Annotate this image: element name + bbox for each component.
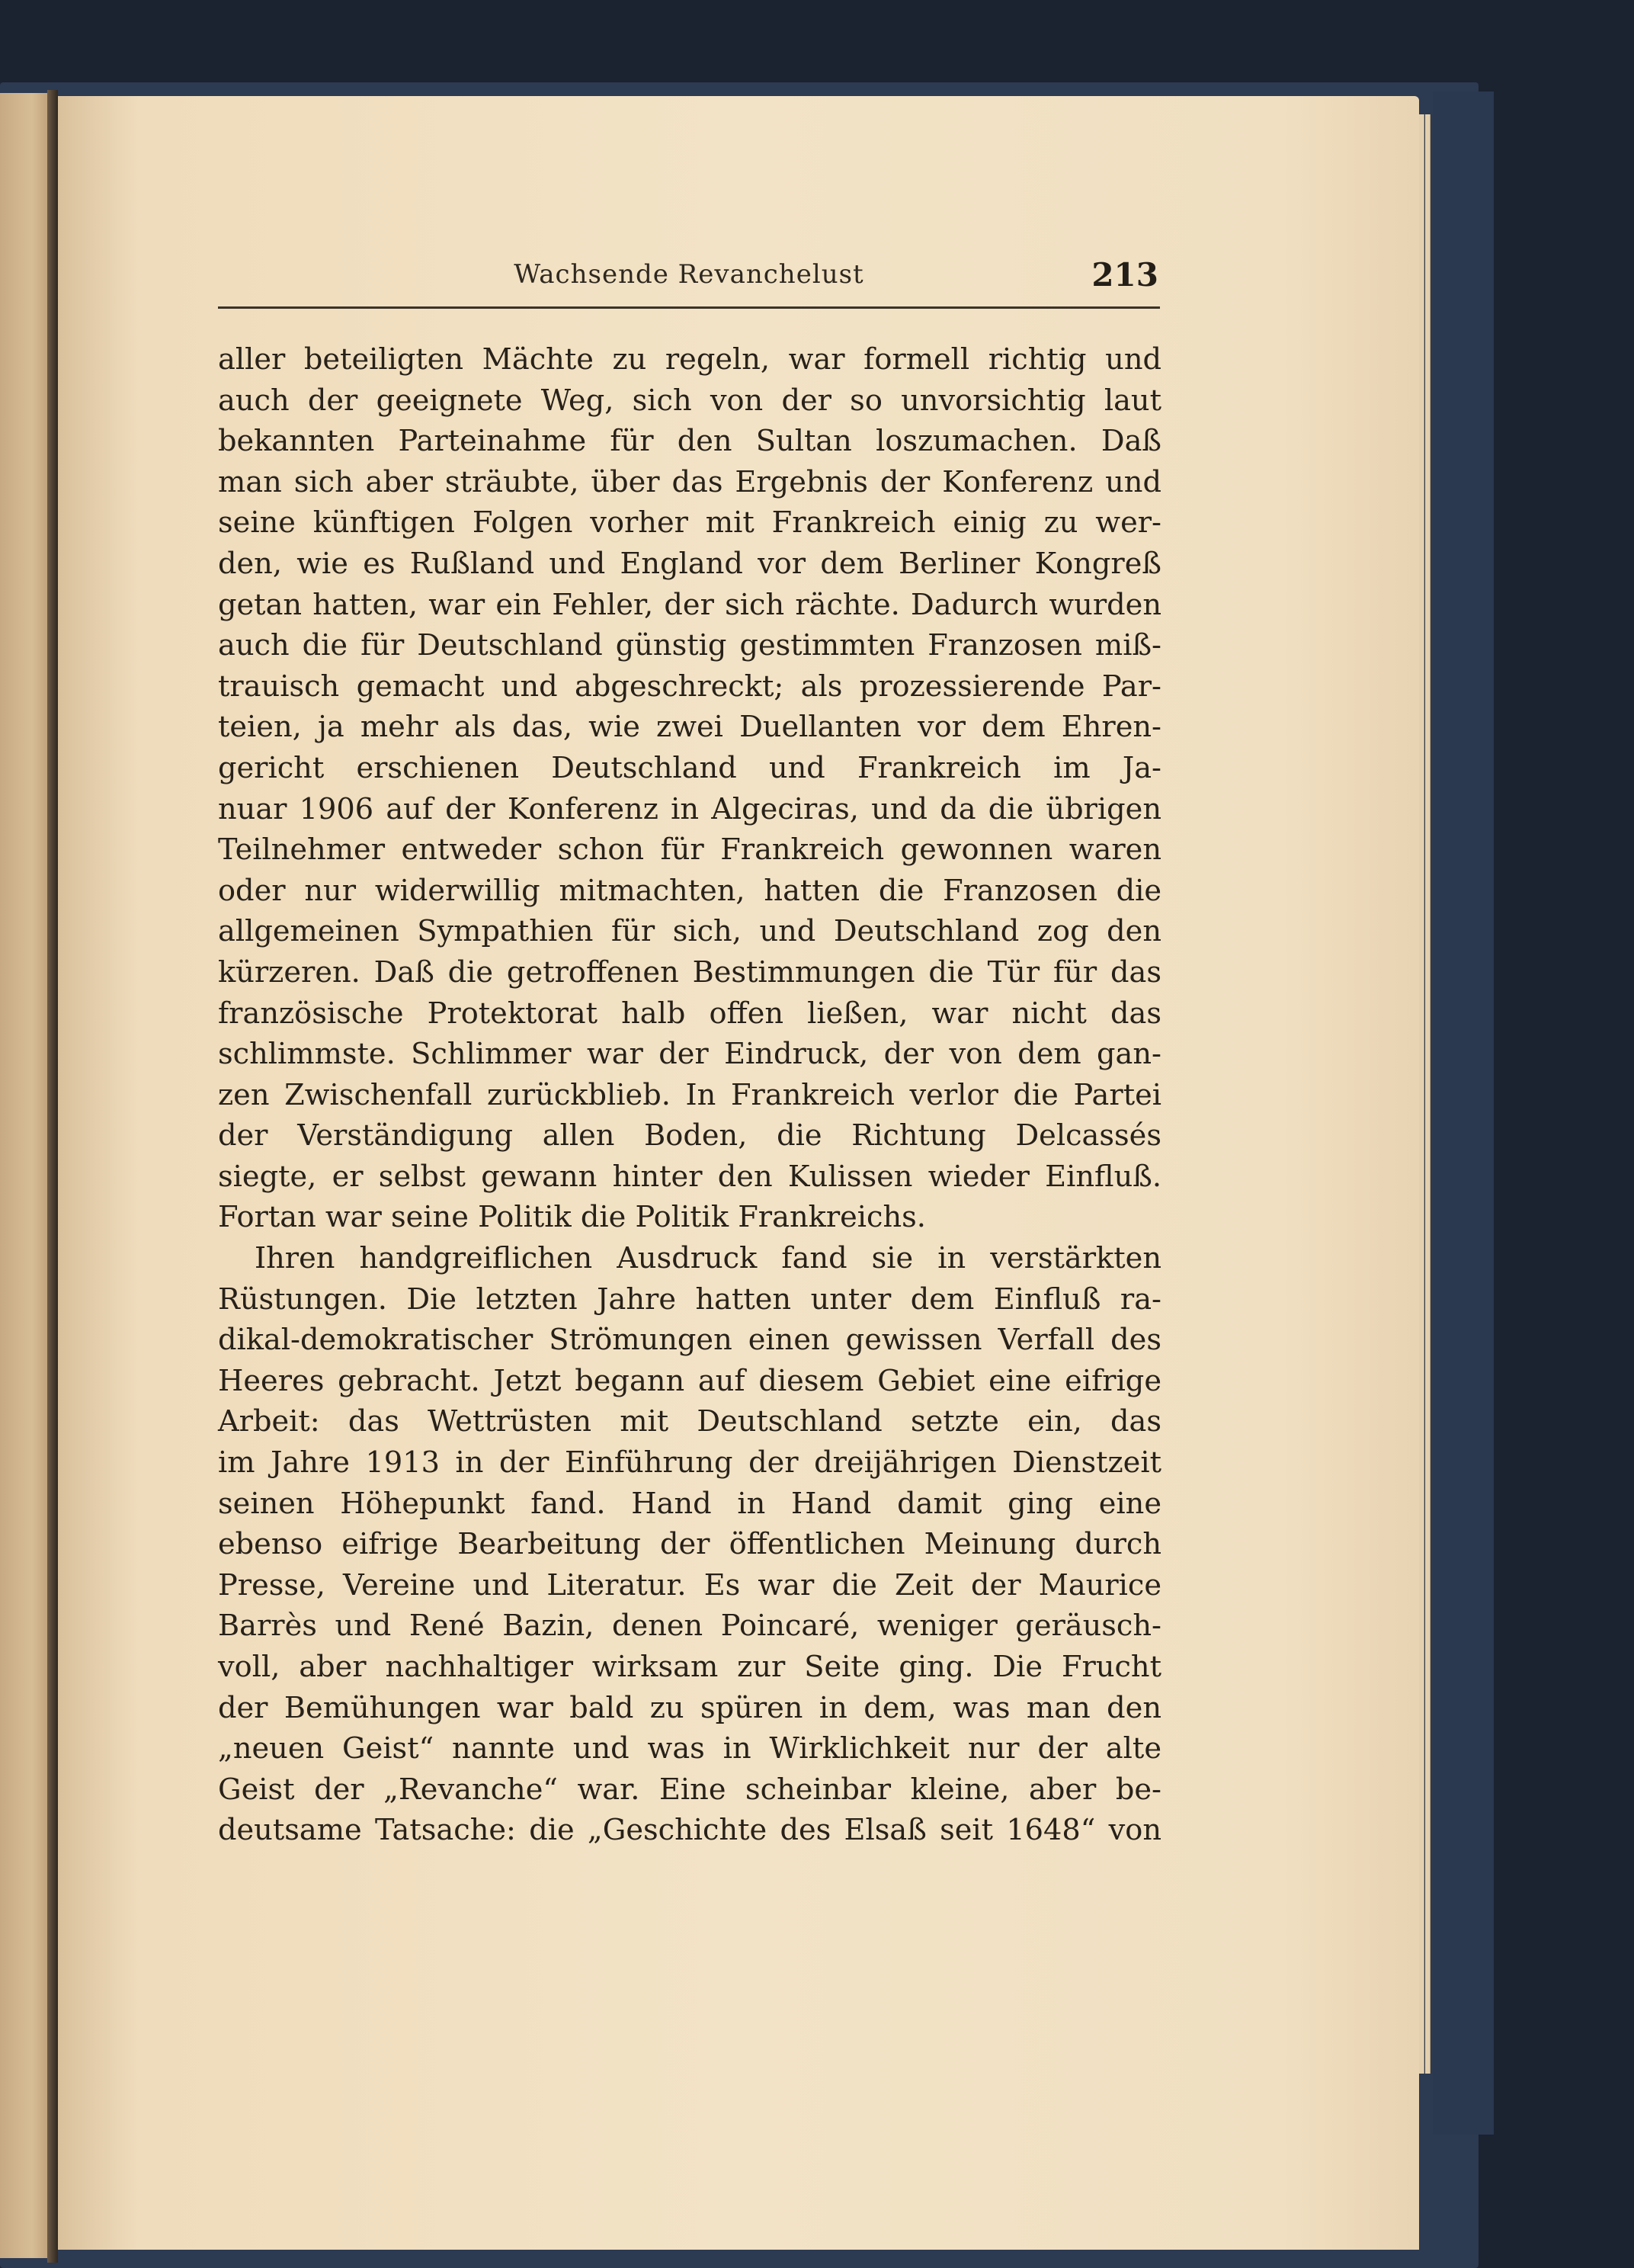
text-line: auch der geeignete Weg, sich von der so unvorsichtig laut <box>218 383 1161 418</box>
text-line: getan hatten, war ein Fehler, der sich rächte. Dadurch wurden <box>218 587 1161 622</box>
text-line: teien, ja mehr als das, wie zwei Duellanten vor dem Ehren- <box>218 710 1161 745</box>
text-line: „neuen Geist“ nannte und was in Wirklichkeit nur der alte <box>218 1731 1161 1766</box>
previous-page-edge <box>0 93 53 2258</box>
text-line: den, wie es Rußland und England vor dem Berliner Kongreß <box>218 546 1161 581</box>
page-stack-edge <box>1425 114 1431 2074</box>
text-line: man sich aber sträubte, über das Ergebnis der Konferenz und <box>218 464 1161 499</box>
text-line: dikal-demokratischer Strömungen einen gewissen Verfall des <box>218 1323 1161 1358</box>
text-line: trauisch gemacht und abgeschreckt; als prozessierende Par- <box>218 669 1161 704</box>
text-line: Geist der „Revanche“ war. Eine scheinbar kleine, aber be- <box>218 1772 1161 1807</box>
text-line: im Jahre 1913 in der Einführung der dreijährigen Dienstzeit <box>218 1445 1161 1480</box>
text-line: siegte, er selbst gewann hinter den Kulissen wieder Einfluß. <box>218 1159 1161 1194</box>
text-line: Ihren handgreiflichen Ausdruck fand sie in verstärkten <box>255 1241 1161 1276</box>
running-head <box>218 252 1160 309</box>
text-line: der Verständigung allen Boden, die Richtung Delcassés <box>218 1118 1161 1153</box>
book-cover-edge <box>1433 91 1494 2135</box>
text-line: nuar 1906 auf der Konferenz in Algeciras, und da die übrigen <box>218 791 1161 826</box>
text-line: bekannten Parteinahme für den Sultan loszumachen. Daß <box>218 424 1161 459</box>
text-line: ebenso eifrige Bearbeitung der öffentlichen Meinung durch <box>218 1527 1161 1562</box>
book-gutter <box>47 90 58 2263</box>
text-line: zen Zwischenfall zurückblieb. In Frankreich verlor die Partei <box>218 1077 1161 1112</box>
text-line: voll, aber nachhaltiger wirksam zur Seite ging. Die Frucht <box>218 1650 1161 1684</box>
text-line: auch die für Deutschland günstig gestimmten Franzosen miß- <box>218 628 1161 663</box>
text-line: allgemeinen Sympathien für sich, und Deutschland zog den <box>218 914 1161 949</box>
text-line: deutsame Tatsache: die „Geschichte des Elsaß seit 1648“ von <box>218 1813 1161 1848</box>
text-line: oder nur widerwillig mitmachten, hatten die Franzosen die <box>218 873 1161 908</box>
text-line: aller beteiligten Mächte zu regeln, war formell richtig und <box>218 342 1161 377</box>
running-title: Wachsende Revanchelust <box>514 259 864 290</box>
text-line: Barrès und René Bazin, denen Poincaré, weniger geräusch- <box>218 1609 1161 1644</box>
text-line: seine künftigen Folgen vorher mit Frankreich einig zu wer- <box>218 505 1161 541</box>
text-line: Arbeit: das Wettrüsten mit Deutschland setzte ein, das <box>218 1404 1161 1439</box>
text-line: Heeres gebracht. Jetzt begann auf diesem Gebiet eine eifrige <box>218 1363 1161 1398</box>
text-line: der Bemühungen war bald zu spüren in dem, was man den <box>218 1690 1161 1725</box>
text-line: Fortan war seine Politik die Politik Frankreichs. <box>218 1200 926 1235</box>
body-text <box>218 339 1161 1851</box>
text-line: kürzeren. Daß die getroffenen Bestimmungen die Tür für das <box>218 954 1161 990</box>
text-line: Rüstungen. Die letzten Jahre hatten unter dem Einfluß ra- <box>218 1282 1161 1317</box>
text-line: Presse, Vereine und Literatur. Es war die Zeit der Maurice <box>218 1567 1161 1602</box>
text-line: französische Protektorat halb offen ließen, war nicht das <box>218 996 1161 1031</box>
page-number: 213 <box>1091 256 1158 294</box>
text-line: gericht erschienen Deutschland und Frankreich im Ja- <box>218 750 1161 785</box>
text-line: Teilnehmer entweder schon für Frankreich gewonnen waren <box>218 832 1161 868</box>
page-stack-edge <box>1419 114 1424 2074</box>
text-line: seinen Höhepunkt fand. Hand in Hand damit ging eine <box>218 1486 1161 1521</box>
text-line: schlimmste. Schlimmer war der Eindruck, der von dem gan- <box>218 1037 1161 1072</box>
